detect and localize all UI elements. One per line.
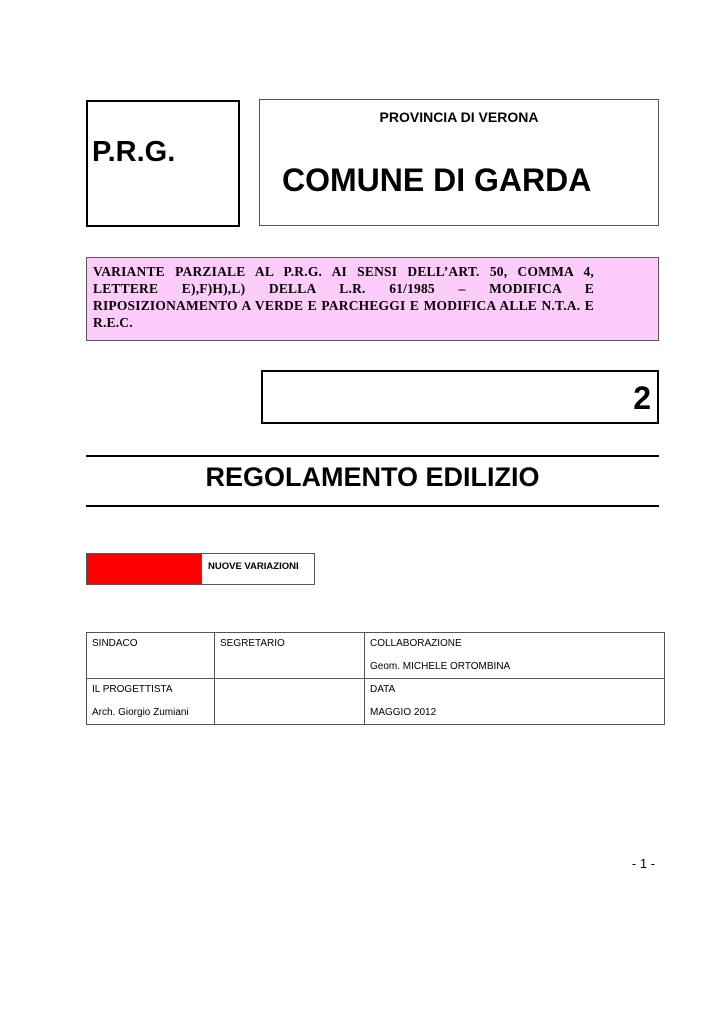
title-rule-top: [86, 455, 659, 457]
page-number: - 1 -: [631, 856, 655, 871]
segretario-cell: [215, 633, 365, 679]
sindaco-label: SINDACO: [92, 638, 138, 649]
variante-text: VARIANTE PARZIALE AL P.R.G. AI SENSI DELL’ART. 50, COMMA 4, LETTERE E),F)H),L) DELLA L.R. 61/1985 – MODIFICA E RIPOSIZIONAMENTO A VERDE E PARCHEGGI E MODIFICA ALLE N.T.A. E R.E.C.: [93, 264, 594, 330]
sindaco-cell: [87, 633, 215, 679]
progettista-label: IL PROGETTISTA: [92, 684, 173, 695]
legend-swatch: [87, 554, 202, 584]
table-row: [87, 633, 665, 679]
data-label: DATA: [370, 684, 396, 695]
comune-title: COMUNE DI GARDA: [282, 162, 592, 198]
provincia-label: PROVINCIA DI VERONA: [379, 109, 539, 125]
document-number: 2: [633, 380, 651, 416]
table-row: [87, 679, 665, 725]
collaborazione-label: COLLABORAZIONE: [370, 638, 462, 649]
progettista-name: Arch. Giorgio Zumiani: [92, 707, 189, 718]
collaborazione-cell: [365, 633, 665, 679]
segretario-label: SEGRETARIO: [220, 638, 285, 649]
empty-cell: [215, 679, 365, 725]
credits-table: [86, 632, 665, 725]
variante-box: [86, 257, 659, 341]
title-rule-bottom: [86, 505, 659, 507]
prg-box: [86, 100, 240, 227]
document-title: REGOLAMENTO EDILIZIO: [205, 462, 540, 492]
collaborazione-name: Geom. MICHELE ORTOMBINA: [370, 661, 511, 672]
data-cell: [365, 679, 665, 725]
legend: [86, 553, 315, 585]
data-value: MAGGIO 2012: [370, 707, 437, 718]
document-number-box: [261, 370, 659, 424]
prg-label: P.R.G.: [92, 136, 176, 168]
progettista-cell: [87, 679, 215, 725]
legend-label: NUOVE VARIAZIONI: [208, 561, 299, 572]
comune-box: [259, 99, 659, 226]
